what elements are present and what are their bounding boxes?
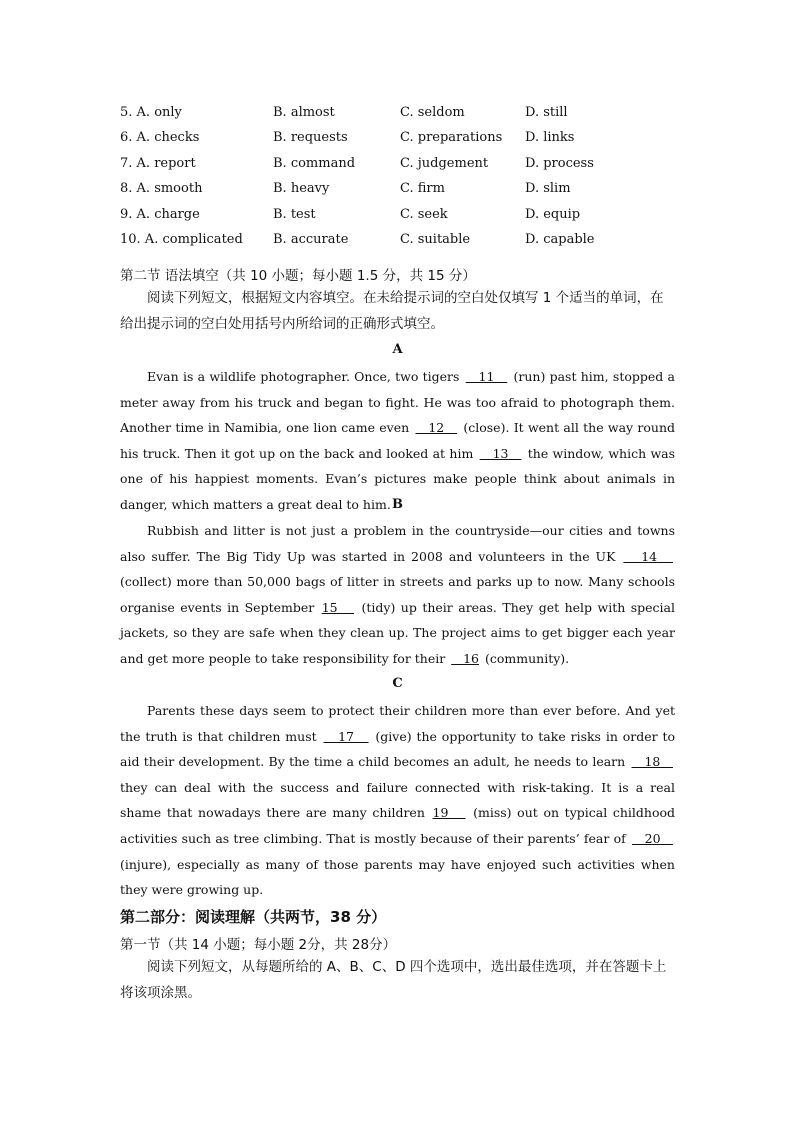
option-d: D. process xyxy=(525,155,594,171)
passage-a-label: A xyxy=(392,342,403,357)
passage-text: (injure), especially as many of those parents may have enjoyed such activities when they were growing up. xyxy=(120,856,675,898)
passage-text: the window, which was one of his happiest moments. Evan’s pictures make people think about animals in danger, which matters a great deal to him. xyxy=(120,445,676,512)
option-c: C. preparations xyxy=(400,130,503,146)
passage-text: (run) past him, stopped a meter away from his truck and began to fight. He was too afraid to photograph them. Another time in Namibia, one lion came even xyxy=(120,369,675,436)
option-row xyxy=(120,176,680,201)
passage-text: (collect) more than 50,000 bags of litter in streets and parks up to now. Many schools organise events in September xyxy=(120,574,675,615)
blank-11: 11 xyxy=(465,369,508,384)
passage-text: (tidy) up their areas. They get help with special jackets, so they are safe when they clean up. The project aims to get bigger each year and get more people to take responsibility for their xyxy=(120,599,676,666)
blank-13: 13 xyxy=(479,445,522,461)
blank-18: 18 xyxy=(631,754,673,770)
passage-text: (community). xyxy=(481,650,570,666)
option-c: C. firm xyxy=(400,181,445,197)
passage-text: (close). It went all the way round his truck. Then it got up on the back and looked at him xyxy=(120,420,675,461)
passage-text: (miss) out on typical childhood activities such as tree climbing. That is mostly because of their parents’ fear of xyxy=(120,805,676,846)
passage-text: Evan is a wildlife photographer. Once, two tigers xyxy=(147,369,464,384)
part2-section1-heading: 第一节（共 14 小题；每小题 2分，共 28分） xyxy=(120,937,397,953)
option-a: 7. A. report xyxy=(120,155,196,171)
option-row xyxy=(120,100,680,125)
option-b: B. test xyxy=(273,206,316,222)
blank-12: 12 xyxy=(415,420,458,436)
passage-a xyxy=(120,364,675,518)
blank-14: 14 xyxy=(623,548,673,564)
option-d: D. equip xyxy=(525,206,581,222)
option-d: D. still xyxy=(525,105,568,120)
option-b: B. requests xyxy=(273,130,348,146)
option-d: D. slim xyxy=(525,181,571,197)
option-b: B. almost xyxy=(273,105,335,120)
part2-title: 第二部分：阅读理解（共两节，38 分） xyxy=(120,908,387,926)
options-table xyxy=(120,100,680,252)
section2-instruction: 阅读下列短文，根据短文内容填空。在未给提示词的空白处仅填写 1 个适当的单词，在给出提示词的空白处用括号内所给词的正确形式填空。 xyxy=(120,290,664,332)
option-b: B. command xyxy=(273,155,356,171)
blank-15: 15 xyxy=(321,599,355,615)
option-b: B. heavy xyxy=(273,181,330,197)
passage-b xyxy=(120,518,675,672)
option-b: B. accurate xyxy=(273,231,349,247)
blank-16: 16 xyxy=(451,650,480,666)
option-a: 9. A. charge xyxy=(120,206,200,222)
passage-text: Parents these days seem to protect their children more than ever before. And yet the truth is that children must xyxy=(120,703,675,744)
option-c: C. seldom xyxy=(400,105,465,120)
passage-text: (give) the opportunity to take risks in order to aid their development. By the time a child becomes an adult, he needs to learn xyxy=(120,728,676,770)
option-row xyxy=(120,227,680,252)
option-a: 5. A. only xyxy=(120,105,182,120)
option-row xyxy=(120,202,680,227)
passage-c xyxy=(120,698,675,903)
passage-text: they can deal with the success and failure connected with risk-taking. It is a real shame that nowadays there are many children xyxy=(120,779,675,821)
part2-instruction: 阅读下列短文，从每题所给的 A、B、C、D 四个选项中，选出最佳选项，并在答题卡上将该项涂黑。 xyxy=(120,959,667,1001)
option-c: C. suitable xyxy=(400,231,471,247)
blank-17: 17 xyxy=(323,728,369,744)
option-a: 8. A. smooth xyxy=(120,181,203,197)
blank-20: 20 xyxy=(631,830,674,846)
option-a: 6. A. checks xyxy=(120,130,200,146)
option-row xyxy=(120,151,680,176)
option-d: D. links xyxy=(525,130,575,146)
option-d: D. capable xyxy=(525,231,595,247)
option-row xyxy=(120,125,680,150)
passage-b-label: B xyxy=(392,497,403,512)
section2-heading: 第二节 语法填空（共 10 小题；每小题 1.5 分，共 15 分） xyxy=(120,268,476,284)
passage-text: Rubbish and litter is not just a problem in the countryside—our cities and towns also suffer. The Big Tidy Up was started in 2008 and volunteers in the UK xyxy=(120,523,675,564)
blank-19: 19 xyxy=(432,805,466,821)
passage-c-label: C xyxy=(392,676,403,691)
option-c: C. seek xyxy=(400,206,448,222)
option-c: C. judgement xyxy=(400,155,489,171)
option-a: 10. A. complicated xyxy=(120,231,243,247)
